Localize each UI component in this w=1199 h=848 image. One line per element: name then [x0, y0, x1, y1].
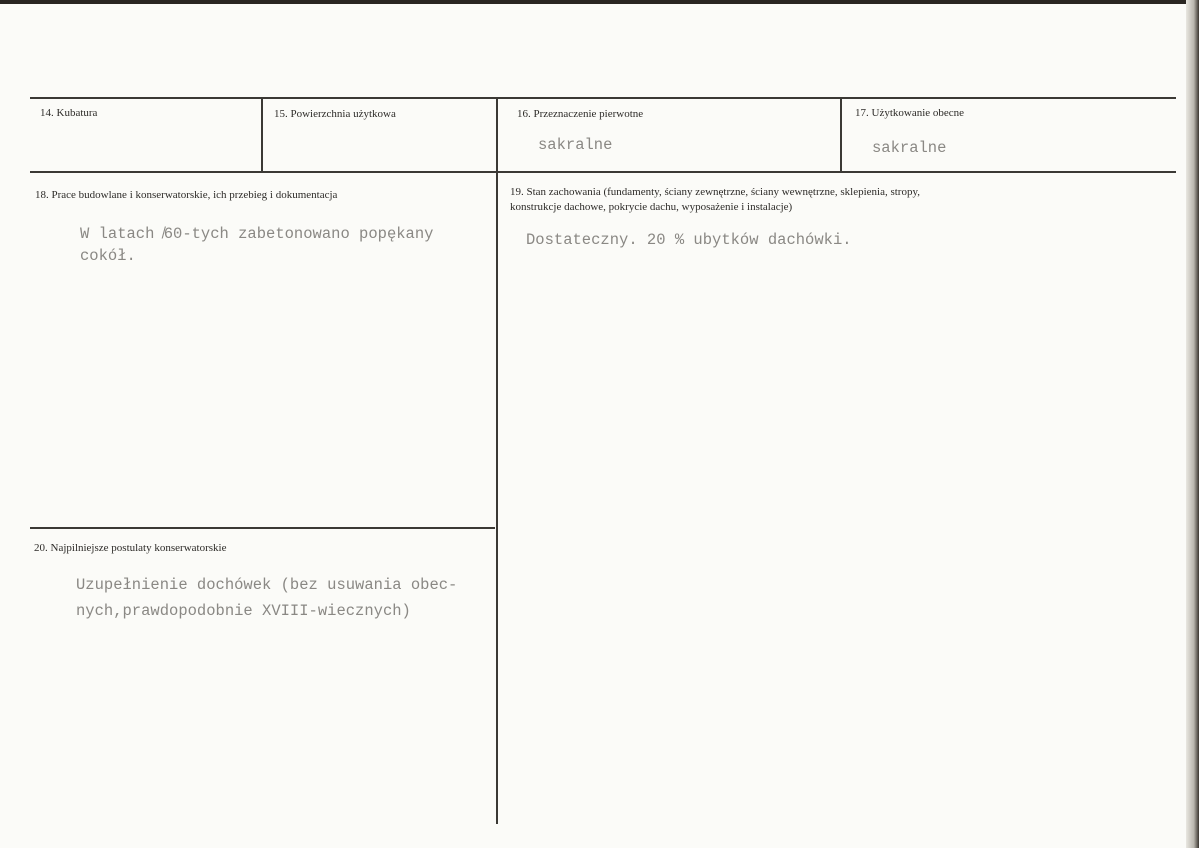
middle-rule [30, 171, 1176, 173]
field-18-value-line-2: cokół. [80, 247, 136, 265]
field-20-value-line-2: nych,prawdopodobnie XVIII-wiecznych) [76, 602, 411, 620]
field-17-label: 17. Użytkowanie obecne [855, 107, 965, 119]
field-18-label: 18. Prace budowlane i konserwatorskie, ich przebieg i dokumentacja [35, 189, 338, 201]
page-edge-shadow [1186, 0, 1199, 848]
field-20-label: 20. Najpilniejsze postulaty konserwatorskie [34, 542, 227, 554]
field-16-label: 16. Przeznaczenie pierwotne [517, 108, 644, 120]
field-17-value: sakralne [872, 139, 947, 157]
divider-16-17 [840, 97, 842, 172]
field-18-value-line-1: W latach ̸60-tych zabetonowano popękany [80, 225, 434, 243]
field-19-label-line-2: konstrukcje dachowe, pokrycie dachu, wyposażenie i instalacje) [510, 201, 793, 213]
top-rule [30, 97, 1176, 99]
field-15-label: 15. Powierzchnia użytkowa [274, 108, 396, 120]
divider-15-16 [496, 97, 498, 824]
field-19-value: Dostateczny. 20 % ubytków dachówki. [526, 231, 852, 249]
field-20-value-line-1: Uzupełnienie dochówek (bez usuwania obec- [76, 576, 458, 594]
form-sheet [0, 4, 1190, 848]
divider-14-15 [261, 97, 263, 172]
section-20-rule [30, 527, 495, 529]
field-16-value: sakralne [538, 136, 613, 154]
field-19-label-line-1: 19. Stan zachowania (fundamenty, ściany zewnętrzne, ściany wewnętrzne, sklepienia, stropy, [510, 186, 921, 198]
field-14-label: 14. Kubatura [40, 107, 98, 119]
